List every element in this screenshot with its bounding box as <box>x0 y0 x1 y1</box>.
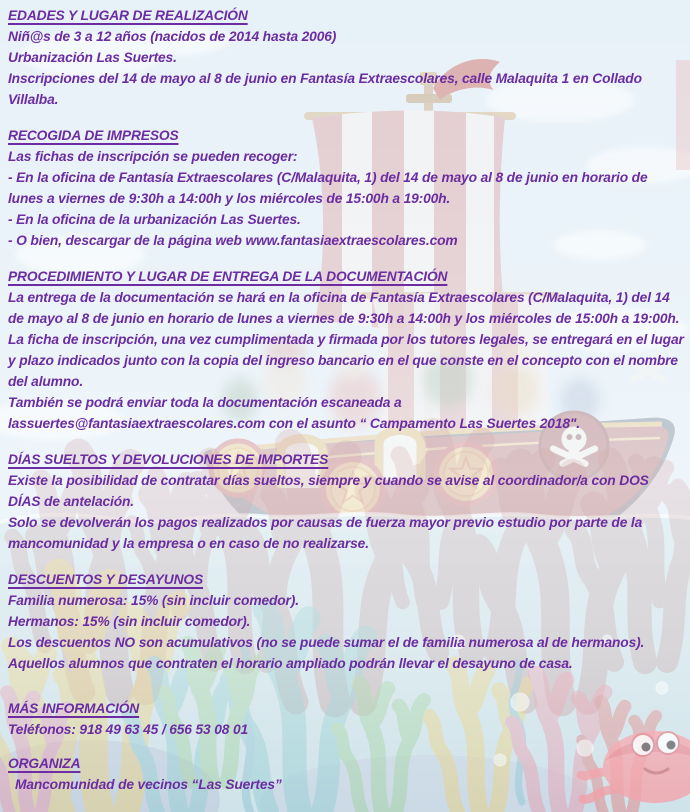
section-heading: ORGANIZA <box>8 756 81 771</box>
section-descuentos <box>8 569 684 674</box>
paragraph: - En la oficina de la urbanización Las Suertes. <box>8 212 301 227</box>
section-procedimiento <box>8 266 684 434</box>
paragraph: - En la oficina de Fantasía Extraescolares (C/Malaquita, 1) del 14 de mayo al 8 de junio en horario de lunes a viernes de 9:30h a 14:00h y los miércoles de 15:00h a 19:00h. <box>8 170 648 206</box>
paragraph: La entrega de la documentación se hará en la oficina de Fantasía Extraescolares (C/Malaquita, 1) del 14 de mayo al 8 de junio en horario de lunes a viernes de 9:30h a 14:00h y los miércoles de 15:00h a 19:00h. <box>8 290 680 326</box>
section-heading: MÁS INFORMACIÓN <box>8 701 140 716</box>
paragraph: Solo se devolverán los pagos realizados por causas de fuerza mayor previo estudio por parte de la mancomunidad y la empresa o en caso de no realizarse. <box>8 515 643 551</box>
paragraph: Aquellos alumnos que contraten el horario ampliado podrán llevar el desayuno de casa. <box>8 656 573 671</box>
paragraph: Hermanos: 15% (sin incluir comedor). <box>8 614 251 629</box>
paragraph: Familia numerosa: 15% (sin incluir comedor). <box>8 593 299 608</box>
section-recogida <box>8 125 684 251</box>
section-heading: EDADES Y LUGAR DE REALIZACIÓN <box>8 8 248 23</box>
paragraph: Inscripciones del 14 de mayo al 8 de junio en Fantasía Extraescolares, calle Malaquita 1 en Collado Villalba. <box>8 71 642 107</box>
paragraph: Los descuentos NO son acumulativos (no se puede sumar el de familia numerosa al de hermanos). <box>8 635 645 650</box>
section-heading: DÍAS SUELTOS Y DEVOLUCIONES DE IMPORTES <box>8 452 329 467</box>
section-heading: RECOGIDA DE IMPRESOS <box>8 128 179 143</box>
section-mas-informacion <box>8 698 684 740</box>
organizer-name: Mancomunidad de vecinos “Las Suertes” <box>15 777 282 792</box>
paragraph: La ficha de inscripción, una vez cumplimentada y firmada por los tutores legales, se entregará en el lugar y plazo indicados junto con la copia del ingreso bancario en el que conste en el concepto con el nombre del alumno. <box>8 332 684 389</box>
section-heading: DESCUENTOS Y DESAYUNOS <box>8 572 204 587</box>
paragraph: Las fichas de inscripción se pueden recoger: <box>8 149 298 164</box>
paragraph: Existe la posibilidad de contratar días sueltos, siempre y cuando se avise al coordinador/a con DOS DÍAS de antelación. <box>8 473 649 509</box>
paragraph: Urbanización Las Suertes. <box>8 50 177 65</box>
section-dias-sueltos <box>8 449 684 554</box>
section-heading: PROCEDIMIENTO Y LUGAR DE ENTREGA DE LA DOCUMENTACIÓN <box>8 269 448 284</box>
section-edades <box>8 5 684 110</box>
paragraph: lassuertes@fantasiaextraescolares.com con el asunto “ Campamento Las Suertes 2018". <box>8 416 580 431</box>
paragraph: Niñ@s de 3 a 12 años (nacidos de 2014 hasta 2006) <box>8 29 337 44</box>
paragraph: También se podrá enviar toda la documentación escaneada a <box>8 395 402 410</box>
section-organiza <box>8 753 684 795</box>
paragraph: - O bien, descargar de la página web www.fantasiaextraescolares.com <box>8 233 458 248</box>
phone-numbers: Teléfonos: 918 49 63 45 / 656 53 08 01 <box>8 722 248 737</box>
